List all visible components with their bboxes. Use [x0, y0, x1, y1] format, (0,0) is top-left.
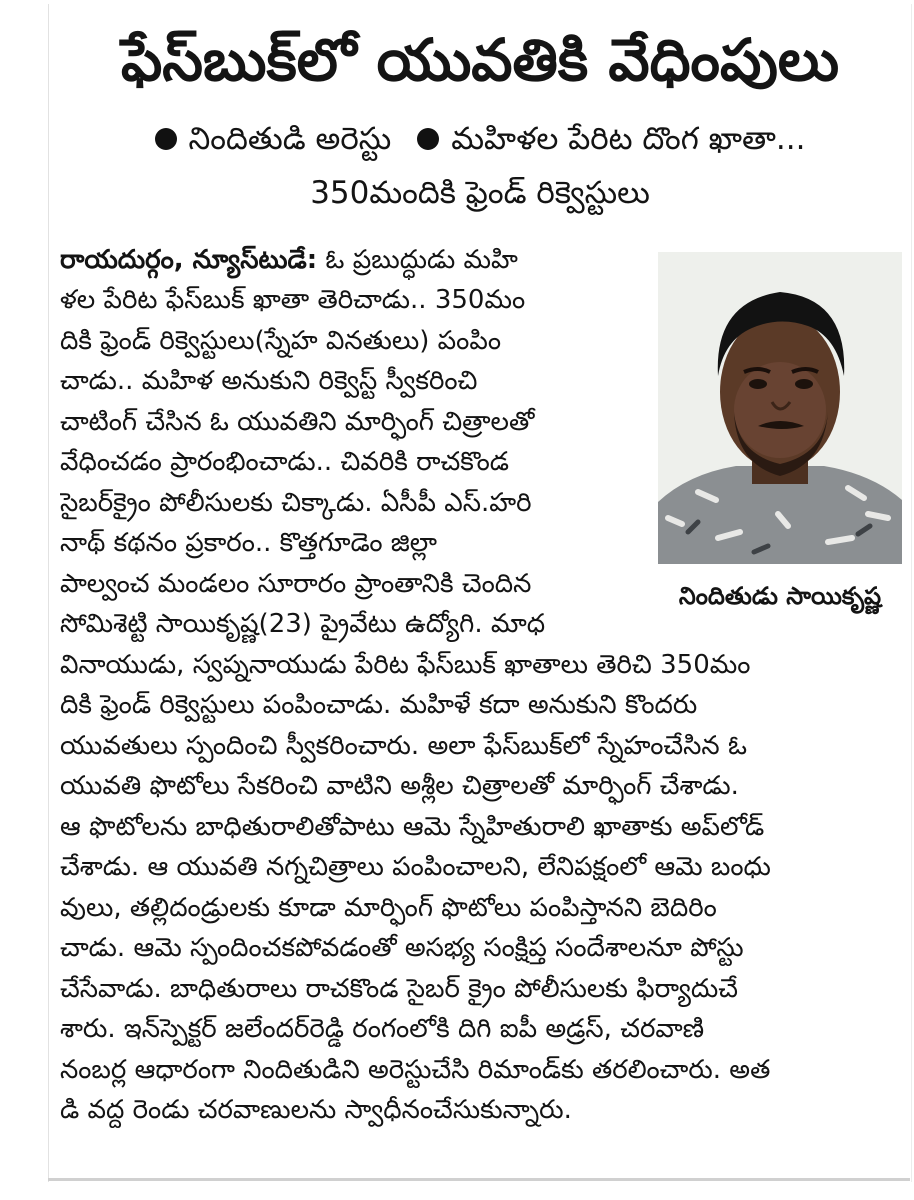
body-line: పాల్వంచ మండలం సూరారం ప్రాంతానికి చెందిన [60, 569, 532, 599]
body-line: యువతి ఫొటోలు సేకరించి వాటిని అశ్లీల చిత్రాలతో మార్ఫింగ్‌ చేశాడు. [60, 771, 739, 801]
body-line: చేసేవాడు. బాధితురాలు రాచకొండ సైబర్‌ క్రైం పోలీసులకు ఫిర్యాదుచే [60, 974, 739, 1004]
body-line: దికి ఫ్రెండ్‌ రిక్వెస్టులు పంపించాడు. మహిళే కదా అనుకుని కొందరు [60, 690, 698, 720]
body-line: సోమిశెట్టి సాయికృష్ణ(23) ప్రైవేటు ఉద్యోగి. మాధ [60, 609, 546, 639]
body-line: వులు, తల్లిదండ్రులకు కూడా మార్ఫింగ్‌ ఫొటోలు పంపిస్తానని బెదిరిం [60, 893, 717, 923]
subheading-item-arrest: నిందితుడి అరెస్టు [188, 121, 392, 157]
photo-caption: నిందితుడు సాయికృష్ణ [678, 582, 882, 610]
bullet-icon [155, 128, 177, 150]
dateline: రాయదుర్గం, న్యూస్‌టుడే: [60, 245, 318, 275]
body-line: దికి ఫ్రెండ్‌ రిక్వెస్టులు(స్నేహ వినతులు) పంపిం [60, 326, 502, 356]
body-line: చేశాడు. ఆ యువతి నగ్నచిత్రాలు పంపించాలని, లేనిపక్షంలో ఆమె బంధు [60, 852, 771, 882]
body-line: వేధించడం ప్రారంభించాడు.. చివరికి రాచకొండ [60, 447, 510, 477]
body-line: చాడు.. మహిళ అనుకుని రిక్వెస్ట్‌ స్వీకరించి [60, 366, 478, 396]
body-line: వినాయుడు, స్వప్ననాయుడు పేరిట ఫేస్‌బుక్‌ ఖాతాలు తెరిచి 350మం [60, 650, 751, 680]
body-line: సైబర్‌క్రైం పోలీసులకు చిక్కాడు. ఏసీపీ ఎస్‌.హరి [60, 488, 532, 518]
body-line-first [60, 240, 656, 280]
subheading-line-2: 350మందికి ఫ్రెండ్‌ రిక్వెస్టులు [310, 175, 650, 211]
body-line: ఆ ఫొటోలను బాధితురాలితోపాటు ఆమె స్నేహితురాలి ఖాతాకు అప్‌లోడ్‌ [60, 812, 765, 842]
body-line: యువతులు స్పందించి స్వీకరించారు. అలా ఫేస్‌బుక్‌లో స్నేహంచేసిన ఓ [60, 731, 747, 761]
subheading-item-fake-account: మహిళల పేరిట దొంగ ఖాతా... [451, 121, 806, 157]
subheading-line-1 [60, 114, 900, 164]
bottom-rule [48, 1178, 910, 1181]
body-line: నంబర్ల ఆధారంగా నిందితుడిని అరెస్టుచేసి రిమాండ్‌కు తరలించారు. అత [60, 1055, 771, 1085]
body-line: నాథ్‌ కథనం ప్రకారం.. కొత్తగూడెం జిల్లా [60, 528, 438, 558]
body-line: చాటింగ్‌ చేసిన ఓ యువతిని మార్ఫింగ్‌ చిత్రాలతో [60, 407, 535, 437]
headline: ఫేస్‌బుక్‌లో యువతికి వేధింపులు [120, 26, 840, 94]
body-line: చాడు. ఆమె స్పందించకపోవడంతో అసభ్య సంక్షిప్త సందేశాలనూ పోస్టు [60, 933, 744, 963]
body-line: ళల పేరిట ఫేస్‌బుక్‌ ఖాతా తెరిచాడు.. 350మం [60, 285, 526, 315]
body-line: శారు. ఇన్‌స్పెక్టర్‌ జలేందర్‌రెడ్డి రంగంలోకి దిగి ఐపీ అడ్రస్‌, చరవాణి [60, 1014, 705, 1044]
accused-photo [658, 252, 902, 564]
body-first-text: ఓ ప్రబుద్ధుడు మహి [317, 245, 518, 275]
body-line: డి వద్ద రెండు చరవాణులను స్వాధీనంచేసుకున్నారు. [60, 1095, 572, 1125]
bullet-icon [417, 128, 439, 150]
accused-portrait-image [658, 252, 902, 564]
